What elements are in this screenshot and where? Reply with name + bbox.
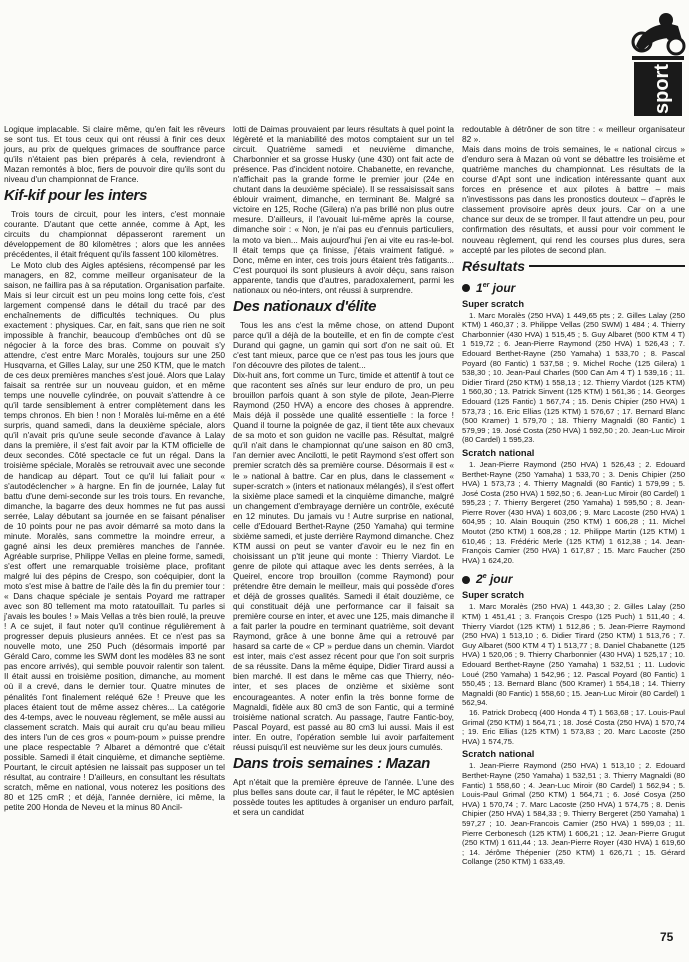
day-1-heading: 1er jour [462, 278, 685, 296]
results-list: 16. Patrick Drobecq (400 Honda 4 T) 1 563,68 ; 17. Louis-Paul Grimal (250 KTM) 1 564,71 ; 18. José Costa (250 HVA) 1 570,74 ; 19. Eric Ellias (125 KTM) 1 573,83 ; 20. Marc Lacoste (250 HVA) 1 574,75. [462, 707, 685, 746]
results-title: Résultats [462, 258, 685, 274]
paragraph: Mais dans moins de trois semaines, le « national circus » d'enduro sera à Mazan où vont se débattre les troisième et quatrième manches du championnat. Les résultats de la course d'Apt sont une indication intéressante quant aux forces en présence et aux pilotes à battre – mais n'investissons pas dans les pronostics douteux – d'après le classement provisoire après deux jours. Car on a une chance sur deux de se tromper. Il faut attendre un peu, pour confirmation des résultats, et aussi pour voir comment le nouveau règlement, qui rend les courses plus dures, sera accepté par les pilotes de second plan. [462, 144, 685, 255]
column-3 [462, 124, 685, 867]
paragraph: Logique implacable. Si claire même, qu'en fait les rêveurs se sont tus. Et tous ceux qui ont réussi à finir ces deux jours, au prix de quelques grimaces de souffrance parce qu'ils n'étaient pas bien préparés à cela, reviendront à Mazan remontés à bloc, fiers de pouvoir dire qu'ils sont du niveau d'un championnat de France. [4, 124, 225, 185]
section-heading-mazan: Dans trois semaines : Mazan [233, 754, 430, 772]
bullet-icon [462, 576, 470, 584]
day-2-heading: 2e jour [462, 569, 685, 587]
paragraph: Tous les ans c'est la même chose, on attend Dupont parce qu'il a déjà de la bouteille, et en fin de compte c'est Durand qui gagne, un gamin qui sort d'on ne sait où. Et c'est tant mieux, parce que ce n'est pas tous les jours que l'on découvre des pilotes de talent... [233, 319, 454, 370]
paragraph: Le Moto club des Aigles aptésiens, récompensé par les managers, en 82, comme meilleur organisateur de la saison, ne faillira pas à sa réputation. Organisation parfaite. Mais si leur circuit est un peu moins long cette fois, c'est largement compensé dans le détail du tracé par des enchaînements de difficultés techniques. Ou plus exactement : physiques. Car, en fait, sans que rien ne soit impossible à franchir, beaucoup d'embûches ont dû se négocier à la force des bras. Comme on pouvait s'y attendre, c'est entre Marc Moralès, toujours sur une 250 Husqvarna, et Gilles Lalay, sur une 250 KTM, que le match de ces deux premières manches s'est joué. Alors que Lalay faisait sa rentrée sur un nouveau guidon, et en même temps une nouvelle cylindrée, on pouvait s'attendre à ce qu'il tarde sensiblement à entrer complètement dans les temps chronos. Eh bien ! non ! Moralès lui-même en a été surpris, quand samedi, dans la deuxième spéciale, alors qu'il n'avait pris qu'une seule seconde d'avance à Lalay dans la première, il s'est fait avoir par la KTM officielle de deux secondes. Côté spectacle ce fut un régal. Dans la troisième spéciale, Moralès se retrouvait avec une seconde de handicap au départ. Tout ce qu'il lui faliait pour « s'autodéclencher » à hargne. En fin de journée, Lalay fut battu d'une demi-seconde sur les trois tours. En revanche, dimanche, la bagarre des deux hommes ne fut pas aussi serrée, Lalay débutant sa journée en se faisant pénaliser de 10 points pour ne pas avoir démarré sa moto dans la minute. Moralès, sans commettre la moindre erreur, a gagné ainsi les deux premières manches de l'année. Agréable surprise, Philippe Vellas en pleine forme, samedi, s'est offert une remarquable troisième place, profitant malgré lui des pépins de Crespo, son coéquipier, dont la moto s'est mise à battre de l'aile dès la fin du premier tour : « Dans chaque spéciale je sentais Poyard me rattraper avec son 80 tellement ma moto ratatouillait. Tu parles si j'avais les boules ! » Mais Vellas a très bien roulé, la preuve ! A ce sujet, il faut noter qu'il continue régulièrement à progresser depuis plusieurs années. Et ce n'est pas sa nouvelle moto, une 250 Puch (désormais importé par Gérald Caro, comme les SWM dont les modèles 83 ne sont pas encore arrivés), qui semble pouvoir ralentir son talent. Il était aussi en troisième position, dimanche, au moment où il a crevé, dans le dernier tour. Quatre minutes de pénalités l'ont finalement reléqué 62e ! Preuve que les places étaient tout de même assez chères... La catégorie des 4-temps, avec le nouveau règlement, se mêle aussi au classement scratch. Mais qui aurait cru qu'au beau milieu des inters l'un de ces gros « poum-poum » puisse prendre une place respectable ? Albaret a démontré que c'était possible. Samedi il était cinquième, et dimanche septième. Pourtant, le circuit aptésien ne laissait pas supposer un tel résultat, au contraire ! D'ailleurs, en consultant les résultats scratch, même en national, vous noterez les positions des 80 et 125 cmR ; et déjà, l'année dernière, ici même, la petite 200 Honda de Neveu et la minus 80 Ancil- [4, 259, 225, 813]
results-list: 1. Jean-Pierre Raymond (250 HVA) 1 526,43 ; 2. Edouard Berthet-Rayne (250 Yamaha) 1 533,70 ; 3. Denis Chipier (250 HVA) 1 573,73 ; 4. Thierry Magnaldi (80 Fantic) 1 579,99 ; 5. José Costa (250 HVA) 1 592,50 ; 6. Jean-Luc Miroir (80 Cardel) 1 595,23 ; 7. Thierry Bergeret (250 Yamaha) 1 595,50 ; 8. Jean-Pierre Rover (430 HVA) 1 603,06 ; 9. Marc Lacoste (250 HVA) 1 604,95 ; 10. Alain Bouquin (250 KTM) 1 606,28 ; 11. Michel Moutot (250 KTM) 1 608,28 ; 12. Philippe Martin (125 KTM) 1 610,46 ; 13. Frédéric Merle (125 KTM) 1 612,38 ; 14. Jean-François Camier (250 HVA) 1 617,87 ; 15. Marc Faucher (250 HVA) 1 624,20. [462, 459, 685, 565]
results-list: 1. Marc Moralès (250 HVA) 1 443,30 ; 2. Gilles Lalay (250 KTM) 1 451,41 ; 3. François Crespo (125 Puch) 1 511,40 ; 4. Thierry Viardot (125 KTM) 1 512,86 ; 5. Jean-Pierre Raymond (250 HVA) 1 513,10 ; 6. Didier Tirard (250 KTM) 1 513,76 ; 7. Guy Albaret (500 KTM 4 T) 1 513,77 ; 8. Daniel Chabanette (125 HVA) 1 520,06 ; 9. Thierry Charbonnier (430 HVA) 1 525,17 ; 10. Edouard Berthet-Rayne (250 Yamaha) 1 532,51 ; 11. Ludovic Loué (250 Yamaha) 1 542,96 ; 12. Pascal Poyard (80 Fantic) 1 550,45 ; 13. Bernard Blanc (500 Kramer) 1 554,18 ; 14. Thierry Magnaldi (80 Fantic) 1 558,60 ; 15. Jean-Luc Miroir (80 Cardel) 1 562,94. [462, 602, 685, 708]
category-scratch-national: Scratch national [462, 749, 535, 760]
category-super-scratch: Super scratch [462, 298, 525, 309]
column-2 [233, 124, 454, 817]
paragraph: lotti de Daimas prouvaient par leurs résultats à quel point la légèreté et la maniabilité des motos comptaient sur un tel circuit. Quatrième samedi et neuvième dimanche, Charbonnier et sa grosse Husky (une 430) ont fait acte de présence. Pas d'incident notoire. Chabanette, en revanche, n'affichait pas la grande forme le premier jour (24e en chutant dans la deuxième spéciale). Il se ressaisissait sans éblouir vraiment, dimanche, en terminant 8e. Malgré sa victoire en 125, Roche (Gilera) n'a pas brillé non plus outre mesure. D'ailleurs, il l'avouait lui-même après la course, dimanche soir : « Non, je n'ai pas eu d'ennuis particuliers, la moto va bien... Mais aujourd'hui j'en ai vite eu ras-le-bol. Il était temps que ça finisse, j'étais vraiment fatigué. » Donc, même en inter, ces trois jours étaient très fatigants... C'est pourquoi ils sont plusieurs à avoir déçu, sans raison apparente, tandis que d'autres, paradoxalement, parmi les nationaux ou néo-inters, ont réussi à surprendre. [233, 124, 454, 295]
paragraph: redoutable à détrôner de son titre : « meilleur organisateur 82 ». [462, 124, 685, 145]
divider [529, 265, 685, 267]
paragraph: Apt n'était que la première épreuve de l'année. L'une des plus belles sans doute car, il faut le répéter, le MC aptésien possède toutes les aptitudes à organiser un enduro parfait, et sera un candidat [233, 776, 454, 817]
sport-logo-text: sport [651, 64, 673, 114]
page-number: 75 [660, 930, 674, 944]
results-list: 1. Jean-Pierre Raymond (250 HVA) 1 513,10 ; 2. Edouard Berthet-Rayne (250 Yamaha) 1 532,51 ; 3. Thierry Magnaldi (80 Fantic) 1 558,60 ; 4. Jean-Luc Miroir (80 Cardel) 1 562,94 ; 5. Louis-Paul Grimal (250 KTM) 1 564,71 ; 6. José Cosya (250 HVA) 1 570,74 ; 7. Marc Lacoste (250 HVA) 1 574,75 ; 8. Denis Chipier (250 HVA) 1 584,33 ; 9. Thierry Bergeret (250 Yamaha) 1 597,27 ; 10. Jean-Francois Camier (250 HVA) 1 599,03 ; 11. Pierre Cerbonesch (125 KTM) 1 606,21 ; 12. Jean-Pierre Grugut (250 KTM) 1 611,44 ; 13. Jean-Pierre Royer (430 HVA) 1 619,60 ; 14. Jérôme Thépenier (250 KTM) 1 626,71 ; 15. Gérard Collange (250 KTM) 1 633,49. [462, 761, 685, 867]
category-super-scratch: Super scratch [462, 590, 525, 601]
column-1 [4, 124, 225, 812]
category-scratch-national: Scratch national [462, 447, 535, 458]
paragraph: Dix-huit ans, fort comme un Turc, timide et attentif à tout ce que racontent ses aînés sur leur enduro de pro, un peu brouillon parfois quant à son style de pilote, Jean-Pierre Raymond (250 HVA) a encore des choses à apprendre. Mais déjà il possède une qualité essentielle : la force ! Quand il tourne la poignée de gaz, il tient tête aux chevaux de sa moto et son guidon ne vacille pas. Résultat, malgré qu'il n'ait dans le championnat qu'une saison en 80 cm3, l'an dernier avec Ancilotti, le petit Raymond s'est offert son premier scratch dès sa première course. Désormais il est « le » national à battre. Car en plus, dans le classement « super-scratch » (inters et nationaux mélangés), il s'est offert la sixième place samedi et la cinquième dimanche, malgré un changement d'embrayage dernière un contrôle, exécuté en 12 minutes. Du jamais vu ! Autre surprise en national, celle d'Edouard Berthet-Rayne (250 Yamaha) qui termine sixième samedi, et juste derrière Raymond dimanche. Chez KTM aussi on peut se vanter d'avoir eu le nez fin en choisissant un p'tit jeune qui monte : Thierry Viardot. Le genre de pilote qui attaque avec les dents serrées, à la Queirel, encore trop brouillon (comme Raymond) pour prétendre être demain le meilleur, mais qui possède d'ores et déjà de grosses qualités. Samedi il était douzième, ce qui constituait déjà une performance car il faisait sa première course en inter, et avec une 125, mais dimanche il a fait parler la poudre en terminant quatrième, soit devant Raymond, grâce à une bonne âme qui a retrouvé par hasard sa carte de « CP » perdue dans un chemin. Viardot est inter, mais c'est assez récent pour que l'on soit surpris de sa réussite. Dans la même équipe, Didier Tirard aussi a bien marché. Il est dans le même cas que Thierry, néo-inter, et ses places de onzième et sixième sont encourageantes. A noter enfin la très bonne forme de Magnaldi, fidèle aux 80 cm3 de son Fantic, qui a terminé troisième national scratch. Au passage, l'autre Fantic-boy, Pascal Poyard, est passé au 80 cm3 lui aussi. Mais il est inter. En outre, l'opération semble lui avoir parfaitement réussi puisqu'il est neuvième sur les deux jours cumulés. [233, 370, 454, 752]
bullet-icon [462, 284, 470, 292]
sport-logo [628, 6, 686, 118]
paragraph: Trois tours de circuit, pour les inters, c'est monnaie courante. D'autant que cette année, comme à Apt, les circuits du championnat dépasseront rarement un développement de 80 kilomètres ; alors que les années précédentes, il était fréquent qu'ils fassent 100 kilomètres. [4, 209, 225, 260]
section-heading-inters: Kif-kif pour les inters [4, 187, 148, 205]
results-list: 1. Marc Moralès (250 HVA) 1 449,65 pts ; 2. Gilles Lalay (250 KTM) 1 460,37 ; 3. Philippe Vellas (250 SWM) 1 484 ; 4. Thierry Charbonnier (430 HVA) 1 515,45 ; 5. Guy Albaret (500 KTM 4 T) 1 519,72 ; 6. Jean-Pierre Raymond (250 HVA) 1 526,43 ; 7. Edouard Berthet-Rayne (250 Yamaha) 1 533,70 ; 8. Pascal Poyard (80 Fantic) 1 537,58 ; 9. Michel Roche (125 Gilera) 1 538,30 ; 10. Jean-Paul Charles (500 Can Am 4 T) 1 539,16 ; 11. Didier Tirard (250 KTM) 1 558,13 ; 12. Thierry Viardot (125 KTM) 1 560,30 ; 13. Patrick Sinvent (125 KTM) 1 561,36 ; 14. Georges Edouard (125 Fantic) 1 567,74 ; 15. Denis Chipier (250 HVA) 1 573,73 ; 16. Eric Ellias (125 KTM) 1 576,67 ; 17. Bernard Blanc (500 Kramer) 1 579,70 ; 18. Thierry Magnaldi (80 Fantic) 1 579,99 ; 19. José Costa (250 HVA) 1 592,50 ; 20. Jean-Luc Miroir (80 Cardel) 1 595,23. [462, 310, 685, 445]
section-heading-nationaux: Des nationaux d'élite [233, 297, 377, 315]
